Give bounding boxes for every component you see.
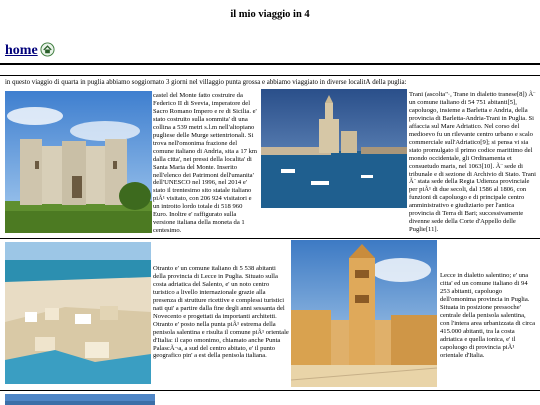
castel-del-monte-photo (5, 91, 152, 233)
andria-text: castel del Monte fatto costruire da Federico II di Svevia, imperatore del Sacro Romano Impero e re di Sicilia. e' stato costruito sulla sommita' di una collina a 539 metri s.l.m nell'altopiano pugliese delle Murge settentrionali. Si trova nell'omonima frazione del comune italiano di Andria, sita a 17 km dalla citta', nei pressi della localita' di Santa Maria del Monte. Inserito nell'elenco dei Patrimoni dell'umanita' dell'UNESCO nel 1996, nel 2014 e' stato il trentesimo sito statale italiano piÃ¹ visitato, con 206 924 visitatori e un introito lordo totale di 518 960 Euro. Inoltre e' raffigurato sulla versione italiana della moneta da 1 centesimo. (153, 92, 258, 235)
intro-divider (0, 75, 540, 76)
trani-cathedral-harbor-photo (261, 89, 407, 208)
otranto-coast-photo (5, 242, 151, 384)
otranto-text: Otranto e' un comune italiano di 5 538 abitanti della provincia di Lecce in Puglia. Situato sulla costa adriatica del Salento, e' un noto centro turistico a livello internazionale grazie alla presenza di strutture ricettive e complessi turistici nati qui' a partire dalla fine degli anni sessanta del Novecento e progettati da importanti architetti. Otranto e' posto nella punta piÃ¹ estrema della penisola salentina e risulta il comune piÃ¹ orientale d'Italia: il capo omonimo, chiamato anche Punta PalascÃ¬a, a sud del centro abitato, e' il punto geografico pin' a est della penisola italiana. (153, 265, 289, 360)
page-title: il mio viaggio in 4 (230, 9, 310, 20)
trani-text: Trani (ascolta"·, Trane in dialetto tranese[8]) Ã¨ un comune italiano di 54 751 abitanti[5], capoluogo, insieme a Barletta e Andria, della provincia di Barletta-Andria-Trani in Puglia. Si affaccia sul Mare Adriatico. Nel corso del medioevo fu un rilevante centro urbano e scalo commerciale sull'Adriatico[9]; si pensa vi sia stato promulgato il primo codice marittimo del mondo occidentale, gli Ordinamenta et consuetudo maris, nel 1063[10]. Ã¨ sede di tribunale e di sezione di Archivio di Stato. Trani Ã¨ stata sede della Regia Udienza provinciale per piÃ¹ di due secoli, dal 1586 al 1806, con funzioni di capoluogo e di principale centro amministrativo e giudiziario per l'antica provincia di Terra di Bari; successivamente divenne sede della Corte d'Appello delle Puglie[11]. (409, 91, 536, 234)
lecce-text: Lecce in dialetto salentino; e' una citta' ed un comune italiano di 94 253 abitanti, capoluogo dell'omonima provincia in Puglia. Situata in posizione pressoche' centrale della penisola salentina, con l'intera area urbanizzata di circa 415.000 abitanti, tra la costa adriatica e quella ionica, e' il capoluogo di provincia piÃ¹ orientale d'Italia. (440, 272, 536, 359)
next-photo-strip (5, 393, 155, 405)
bottom-divider (0, 390, 540, 391)
intro-text: in questo viaggio di quarta in puglia abbiamo soggiornato 3 giorni nel villaggio punta grossa e abbiamo viaggiato in diverse localitÃ della puglia: (5, 79, 407, 86)
lecce-piazza-duomo-photo (291, 240, 437, 387)
top-divider (0, 63, 540, 65)
home-icon[interactable] (40, 42, 55, 57)
row-divider (0, 238, 540, 239)
home-link[interactable]: home (5, 43, 38, 58)
